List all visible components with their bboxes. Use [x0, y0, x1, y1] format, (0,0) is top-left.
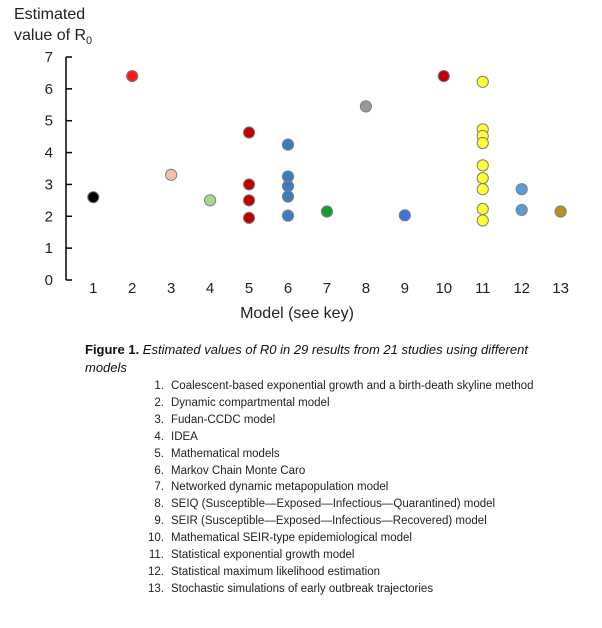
key-item-text: IDEA: [171, 430, 198, 443]
y-tick-label: 4: [44, 144, 53, 162]
key-item-number: 12.: [148, 565, 164, 578]
key-item-number: 3.: [154, 413, 164, 426]
key-item: [143, 412, 583, 429]
y-tick-label: 0: [44, 272, 53, 289]
key-item-number: 2.: [154, 396, 164, 409]
key-item: [143, 547, 583, 564]
figure-caption: [85, 341, 555, 377]
y-tick-label: 2: [44, 208, 53, 226]
data-point: [477, 76, 488, 87]
key-item-number: 9.: [154, 515, 164, 528]
key-item-text: Fudan-CCDC model: [171, 413, 276, 426]
key-item-text: Statistical exponential growth model: [171, 549, 355, 562]
data-point: [282, 180, 293, 191]
key-item: [143, 530, 583, 547]
figure-caption-label: Figure 1.: [85, 342, 140, 357]
data-point: [516, 204, 527, 215]
x-tick-label: 12: [513, 280, 531, 297]
data-point: [166, 169, 177, 180]
key-item: [143, 479, 583, 496]
key-item-text: Stochastic simulations of early outbreak trajectories: [171, 582, 434, 595]
x-axis-title: Model (see key): [240, 305, 354, 322]
key-item-number: 4.: [154, 430, 164, 443]
x-tick-label: 7: [322, 280, 332, 297]
y-tick-label: 3: [44, 176, 53, 194]
figure-caption-text: Estimated values of R0 in 29 results from 21 studies using different models: [85, 342, 528, 375]
key-item-number: 8.: [154, 498, 164, 511]
key-item-number: 5.: [154, 447, 164, 460]
data-point: [477, 172, 488, 183]
key-item: [143, 378, 583, 395]
data-point: [243, 127, 254, 138]
key-item-number: 13.: [148, 582, 164, 595]
y-tick-label: 5: [44, 112, 53, 130]
key-item: [143, 395, 583, 412]
x-tick-label: 4: [205, 280, 215, 297]
key-item-text: SEIR (Susceptible—Exposed—Infectious—Recovered) model: [171, 515, 487, 528]
data-point: [477, 215, 488, 226]
key-item-number: 11.: [148, 549, 164, 562]
key-item: [143, 463, 583, 480]
x-tick-label: 8: [361, 280, 371, 297]
x-axis: [89, 280, 569, 297]
data-point: [360, 101, 371, 112]
key-item-text: Coalescent-based exponential growth and a birth-death skyline method: [171, 380, 534, 392]
data-point: [88, 192, 99, 203]
key-item-text: Mathematical models: [171, 447, 280, 460]
y-tick-label: 6: [44, 80, 53, 98]
key-item: [143, 581, 583, 598]
key-item-number: 6.: [154, 464, 164, 477]
x-tick-label: 6: [283, 280, 293, 297]
y-tick-label: 7: [44, 49, 53, 66]
x-tick-label: 9: [400, 280, 410, 297]
key-item-text: Networked dynamic metapopulation model: [171, 481, 389, 494]
x-tick-label: 5: [244, 280, 254, 297]
data-point: [205, 195, 216, 206]
model-key-list: [143, 378, 583, 598]
key-item-text: Markov Chain Monte Caro: [171, 464, 306, 477]
key-item-number: 10.: [148, 532, 164, 545]
data-point: [477, 137, 488, 148]
data-point: [438, 71, 449, 82]
y-axis-title-text: value of R: [14, 27, 87, 44]
data-point: [321, 206, 332, 217]
data-point: [477, 160, 488, 171]
key-item-number: 7.: [154, 481, 164, 494]
data-point: [399, 210, 410, 221]
x-tick-label: 1: [89, 280, 98, 297]
x-tick-label: 13: [552, 280, 569, 297]
data-point: [282, 139, 293, 150]
data-point: [243, 195, 254, 206]
key-item: [143, 446, 583, 463]
key-item: [143, 429, 583, 446]
key-item: [143, 496, 583, 513]
data-points: [88, 71, 567, 227]
y-axis: [45, 49, 72, 289]
key-item-number: 1.: [154, 380, 164, 392]
data-point: [282, 210, 293, 221]
y-axis-title-subscript: 0: [86, 35, 93, 48]
x-tick-label: 11: [474, 280, 491, 297]
data-point: [243, 179, 254, 190]
data-point: [243, 212, 254, 223]
data-point: [477, 203, 488, 214]
data-point: [282, 191, 293, 202]
data-point: [516, 184, 527, 195]
key-item: [143, 564, 583, 581]
data-point: [127, 71, 138, 82]
y-axis-title-line1: Estimated: [14, 6, 86, 23]
key-item: [143, 513, 583, 530]
key-item-text: Mathematical SEIR-type epidemiological model: [171, 532, 412, 545]
data-point: [477, 184, 488, 195]
x-tick-label: 3: [166, 280, 176, 297]
key-item-text: Statistical maximum likelihood estimation: [171, 565, 380, 578]
x-tick-label: 2: [128, 280, 137, 297]
key-item-text: SEIQ (Susceptible—Exposed—Infectious—Quarantined) model: [171, 498, 496, 511]
x-tick-label: 10: [435, 280, 453, 297]
y-tick-label: 1: [44, 240, 53, 258]
key-item-text: Dynamic compartmental model: [171, 396, 330, 409]
data-point: [555, 206, 566, 217]
